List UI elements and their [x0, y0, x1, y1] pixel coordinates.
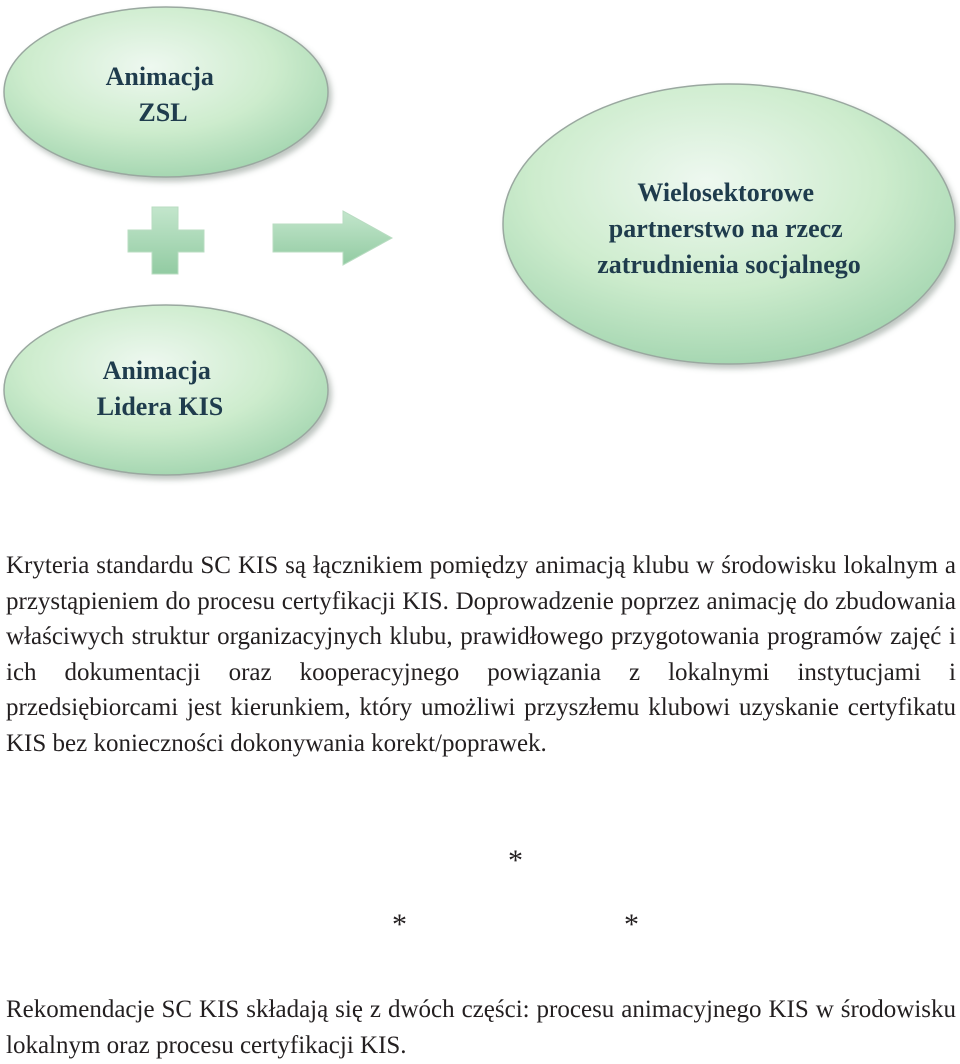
- oval-lider-line-2: Lidera KIS: [96, 392, 224, 421]
- oval-wielosektorowe-partnerstwo: [503, 84, 955, 364]
- plus-icon: [128, 207, 204, 274]
- diagram: [0, 0, 960, 520]
- separator-star-left: *: [392, 908, 407, 941]
- oval-partnerstwo-line-2: partnerstwo na rzecz: [608, 214, 843, 243]
- body-paragraph-kryteria: Kryteria standardu SC KIS są łącznikiem pomiędzy animacją klubu w środowisku lokalnym a przystąpieniem do procesu certyfikacji KIS. Doprowadzenie poprzez animację do zbudowania właściwych struktur organizacyjnych klubu, prawidłowego przygotowania programów zajęć i ich dokumentacji oraz kooperacyjnego powiązania z lokalnymi instytucjami i przedsiębiorcami jest kierunkiem, który umożliwi przyszłemu klubowi uzyskanie certyfikatu KIS bez konieczności dokonywania korekt/poprawek.: [6, 552, 956, 757]
- oval-animacja-zsl: [4, 7, 328, 177]
- body-paragraph-rekomendacje: Rekomendacje SC KIS składają się z dwóch części: procesu animacyjnego KIS w środowisku lokalnym oraz procesu certyfikacji KIS.: [6, 996, 956, 1059]
- oval-zsl-line-2: ZSL: [138, 98, 188, 127]
- separator-star-right: *: [624, 908, 639, 941]
- oval-lider-line-1: Animacja: [102, 356, 211, 385]
- oval-partnerstwo-line-3: zatrudnienia socjalnego: [597, 250, 861, 279]
- arrow-right-icon: [273, 211, 392, 265]
- oval-partnerstwo-line-1: Wielosektorowe: [637, 178, 815, 207]
- separator-star-top: *: [508, 844, 523, 877]
- oval-zsl-line-1: Animacja: [105, 62, 214, 91]
- oval-animacja-lidera-kis: [4, 305, 328, 475]
